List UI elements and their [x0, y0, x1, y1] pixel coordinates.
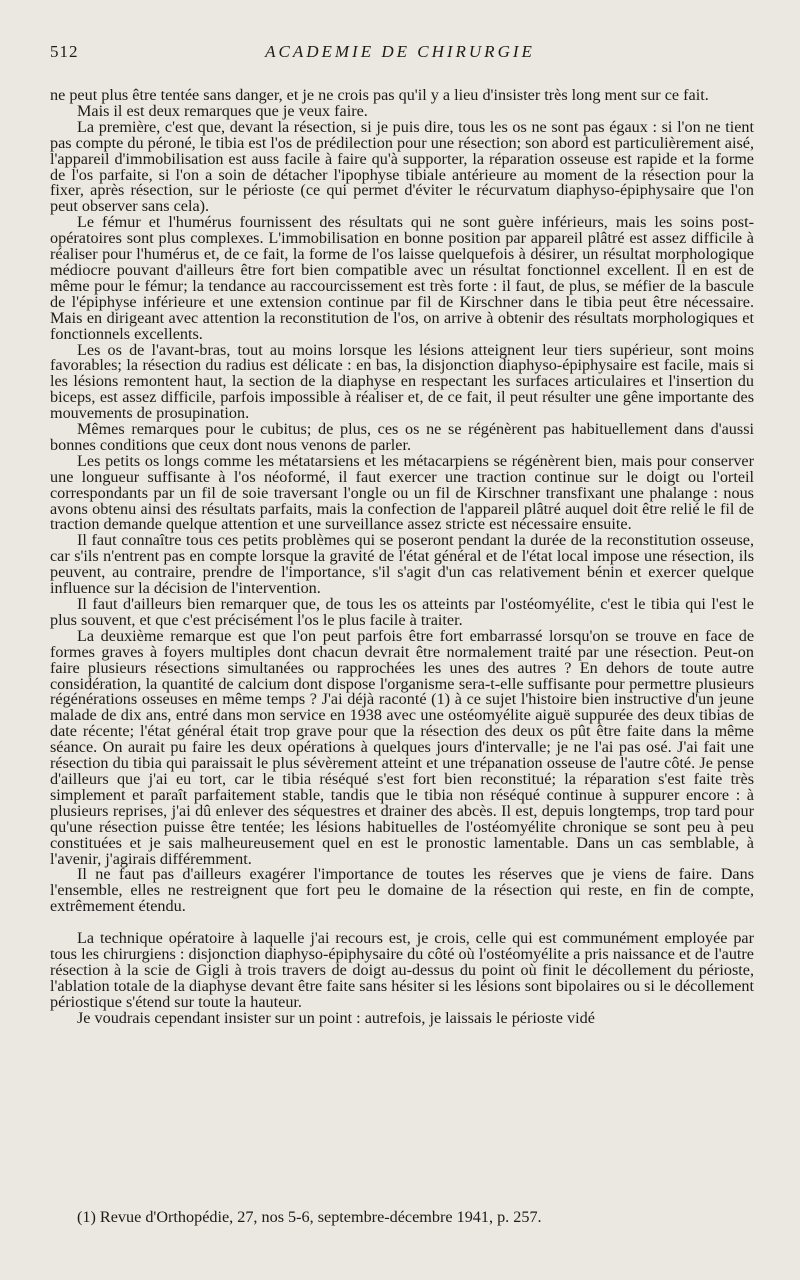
footnote: (1) Revue d'Orthopédie, 27, nos 5-6, septembre-décembre 1941, p. 257. — [77, 1208, 542, 1226]
paragraph: Mêmes remarques pour le cubitus; de plus, ces os ne se régénèrent pas habituellement dans d'aussi bonnes conditions que ceux dont nous venons de parler. — [50, 420, 754, 454]
paragraph: Il faut d'ailleurs bien remarquer que, de tous les os atteints par l'ostéomyélite, c'est le tibia qui l'est le plus souvent, et que c'est précisément l'os le plus facile à traiter. — [50, 595, 754, 629]
page-number: 512 — [50, 42, 79, 61]
paragraph: Je voudrais cependant insister sur un point : autrefois, je laissais le périoste vidé — [77, 1008, 595, 1027]
paragraph: La deuxième remarque est que l'on peut parfois être fort embarrassé lorsqu'on se trouve en face de formes graves à foyers multiples dont chacun devrait être normalement traité par une résection. Peut-on faire plusieurs résections simultanées ou rapprochées les unes des autres ? En dehors de toute autre considération, la quantité de calcium dont dispose l'organisme sera-t-elle suffisante pour permettre plusieurs régénérations osseuses en même temps ? J'ai déjà raconté (1) à ce sujet l'histoire bien instructive d'un jeune malade de dix ans, entré dans mon service en 1938 avec une ostéomyélite aiguë suppurée des deux tibias de date récente; l'état général était trop grave pour que la résection des deux os pût être faite dans la même séance. On aurait pu faire les deux opérations à quelques jours d'intervalle; je ne l'ai pas osé. J'ai fait une résection du tibia qui paraissait le plus sévèrement atteint et une trépanation osseuse de l'autre côté. Je pense d'ailleurs que j'ai eu tort, car le tibia réséqué s'est fort bien reconstitué; la réparation s'est faite très simplement et paraît parfaitement stable, tandis que le tibia non réséqué continue à suppurer encore : à plusieurs reprises, j'ai dû enlever des séquestres et drainer des abcès. Il est, depuis longtemps, trop tard pour qu'une résection puisse être tentée; les lésions habituelles de l'ostéomyélite chronique se sont peu à peu constituées et je sais malheureusement quel en est le pronostic lamentable. Dans un cas semblable, à l'avenir, j'agirais différemment. — [50, 626, 754, 868]
paragraph: Les os de l'avant-bras, tout au moins lorsque les lésions atteignent leur tiers supérieur, sont moins favorables; la résection du radius est délicate : en bas, la disjonction diaphyso-épiphysaire est facile, mais si les lésions remontent haut, la section de la diaphyse en respectant les surfaces articulaires et l'insertion du biceps, est assez difficile, parfois impossible à réaliser et, de ce fait, il peut résulter une gêne importante des mouvements de prosupination. — [50, 340, 754, 423]
paragraph: Le fémur et l'humérus fournissent des résultats qui ne sont guère inférieurs, mais les soins post-opératoires sont plus complexes. L'immobilisation en bonne position par appareil plâtré est assez difficile à réaliser pour l'humérus et, de ce fait, la forme de l'os laisse quelquefois à désirer, un résultat morphologique médiocre pouvant d'ailleurs être fort bien compatible avec un résultat fonctionnel excellent. Il en est de même pour le fémur; la tendance au raccourcissement est très forte : il faut, de plus, se méfier de la bascule de l'épiphyse inférieure et une extension continue par fil de Kirschner dans le tibia peut être nécessaire. Mais en dirigeant avec attention la reconstitution de l'os, on arrive à obtenir des résultats morphologiques et fonctionnels excellents. — [50, 213, 754, 343]
paragraph: Il ne faut pas d'ailleurs exagérer l'importance de toutes les réserves que je viens de faire. Dans l'ensemble, elles ne restreignent que fort peu le domaine de la résection qui reste, en fin de compte, extrêmement étendu. — [50, 865, 754, 916]
paragraph: La technique opératoire à laquelle j'ai recours est, je crois, celle qui est communément employée par tous les chirurgiens : disjonction diaphyso-épiphysaire du côté où l'ostéomyélite a pris naissance et de l'autre résection à la scie de Gigli à trois travers de doigt au-dessus du point où finit le décollement du périoste, l'ablation totale de la diaphyse devant être faite sans hésiter si les lésions sont bipolaires ou si le décollement périostique s'étend sur toute la hauteur. — [50, 929, 754, 1011]
paragraph: ne peut plus être tentée sans danger, et je ne crois pas qu'il y a lieu d'insister très long ment sur ce fait. — [50, 86, 709, 104]
paragraph: Il faut connaître tous ces petits problèmes qui se poseront pendant la durée de la reconstitution osseuse, car s'ils n'entrent pas en compte lorsque la gravité de l'état général et de l'état local impose une résection, ils peuvent, au contraire, prendre de l'importance, s'il s'agit d'un cas relativement bénin et exercer quelque influence sur la décision de l'intervention. — [50, 531, 754, 598]
body-text — [50, 88, 754, 1027]
paragraph: Mais il est deux remarques que je veux faire. — [77, 101, 368, 120]
paragraph: Les petits os longs comme les métatarsiens et les métacarpiens se régénèrent bien, mais pour conserver une longueur suffisante à l'os néoformé, il faut exercer une traction continue sur le doigt ou l'orteil correspondants par un fil de soie traversant l'ongle ou un fil de Kirschner transfixant une phalange : nous avons obtenu ainsi des résultats parfaits, mais la confection de l'appareil plâtré auquel doit être relié le fil de traction demande quelque attention et une surveillance assez stricte est nécessaire ensuite. — [50, 451, 754, 534]
page-header — [50, 42, 750, 66]
running-title: ACADEMIE DE CHIRURGIE — [265, 42, 535, 61]
paragraph: La première, c'est que, devant la résection, si je puis dire, tous les os ne sont pas égaux : si l'on ne tient pas compte du péroné, le tibia est l'os de prédilection pour une résection; son abord est particulièrement aisé, l'appareil d'immobilisation est auss facile à faire qu'à supporter, la réparation osseuse est rapide et la forme de l'os parfaite, si l'on a soin de détacher l'ipophyse tibiale antérieure au moment de la résection pour la fixer, après résection, sur le périoste (ce qui permet d'éviter le récurvatum diaphyso-épiphysaire que l'on peut observer sans cela). — [50, 117, 754, 216]
